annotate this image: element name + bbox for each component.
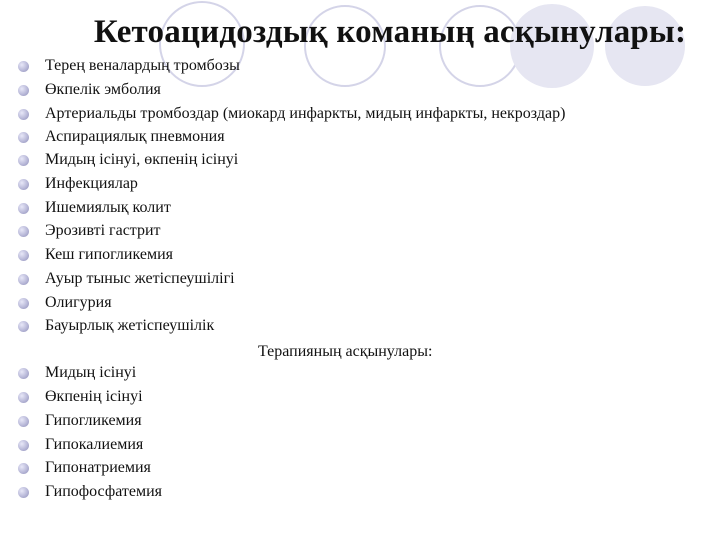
bullet-icon (18, 250, 29, 261)
list-item (18, 292, 112, 314)
bullet-icon (18, 109, 29, 120)
list-item (18, 386, 143, 408)
list-item-text: Өкпелік эмболия (45, 81, 161, 98)
bullet-icon (18, 416, 29, 427)
list-item-text: Ишемиялық колит (45, 199, 171, 216)
list-item-text: Ауыр тыныс жетіспеушілігі (45, 270, 235, 287)
list-item (18, 457, 151, 479)
bullet-icon (18, 155, 29, 166)
list-item (18, 362, 136, 384)
list-item-text: Гипокалиемия (45, 436, 144, 453)
list-item (18, 434, 143, 456)
list-item-text: Инфекциялар (45, 175, 138, 192)
list-item (18, 126, 225, 148)
bullet-icon (18, 179, 29, 190)
list-item-text: Артериальды тромбоздар (миокард инфаркты, мидың инфаркты, некроздар) (45, 105, 566, 122)
list-item-text: Терең веналардың тромбозы (45, 57, 240, 74)
list-item-text: Мидың ісінуі (45, 364, 137, 381)
list-item-text: Гипонатриемия (45, 459, 151, 476)
bullet-icon (18, 321, 29, 332)
list-item-text: Өкпенің ісінуі (45, 388, 143, 405)
list-item-text: Гипофосфатемия (45, 483, 163, 500)
bullet-icon (18, 226, 29, 237)
list-item-text: Эрозивті гастрит (45, 222, 161, 239)
list-item-text: Кеш гипогликемия (45, 246, 173, 263)
list-item (18, 79, 161, 101)
list-item-text: Гипогликемия (45, 412, 142, 429)
bullet-icon (18, 274, 29, 285)
bullet-icon (18, 132, 29, 143)
list-item (18, 410, 142, 432)
list-item (18, 173, 138, 195)
bullet-icon (18, 203, 29, 214)
list-item (18, 197, 171, 219)
bullet-icon (18, 463, 29, 474)
list-item (18, 244, 173, 266)
therapy-heading: Терапияның асқынулары: (258, 343, 433, 360)
list-item (18, 103, 565, 125)
list-item (18, 220, 161, 242)
list-item-text: Аспирациялық пневмония (45, 128, 225, 145)
list-item-text: Бауырлық жетіспеушілік (45, 317, 215, 334)
list-item (18, 481, 162, 503)
list-item-text: Мидың ісінуі, өкпенің ісінуі (45, 151, 239, 168)
bullet-icon (18, 61, 29, 72)
slide-title: Кетоацидоздық команың асқынулары: (93, 14, 687, 50)
bullet-icon (18, 487, 29, 498)
bullet-icon (18, 85, 29, 96)
list-item (18, 149, 238, 171)
bullet-icon (18, 440, 29, 451)
bullet-icon (18, 368, 29, 379)
list-item (18, 315, 214, 337)
bullet-icon (18, 298, 29, 309)
list-item-text: Олигурия (45, 294, 112, 311)
list-item (18, 268, 235, 290)
bullet-icon (18, 392, 29, 403)
list-item (18, 55, 240, 77)
